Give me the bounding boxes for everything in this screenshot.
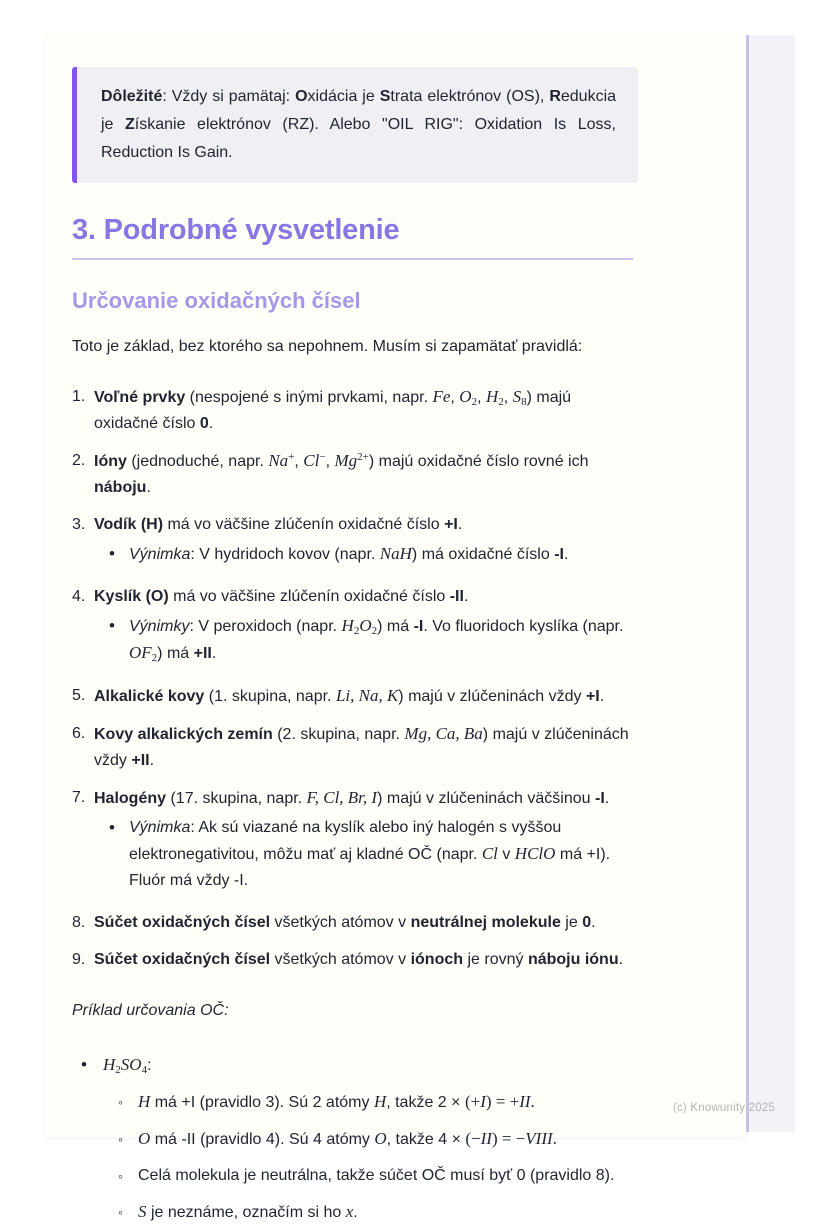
math-text: VIII: [525, 1129, 553, 1148]
section-heading: 3. Podrobné vysvetlenie: [72, 214, 400, 246]
text-segment: má vo väčšine zlúčenín oxidačné číslo: [168, 588, 450, 605]
text-segment: : Vždy si pamätaj:: [162, 88, 296, 105]
text-segment: (1. skupina, napr.: [204, 688, 336, 705]
rule-item-sub: [94, 815, 638, 894]
text-segment: .: [457, 516, 463, 533]
text-segment: : V peroxidoch (napr.: [189, 618, 342, 635]
text-segment: O: [295, 88, 308, 105]
math-text: $O_2$: [459, 387, 478, 408]
text-segment: ) má: [377, 618, 414, 635]
sub-list: [103, 1089, 638, 1226]
text-segment: všetkých atómov v: [270, 951, 411, 968]
list-item-text: [129, 541, 638, 568]
list-item-text: [94, 448, 638, 501]
rule-item: [72, 584, 638, 672]
list-marker: ◦: [118, 1094, 123, 1110]
text-segment: ) majú oxidačné číslo rovné ich: [368, 453, 589, 470]
math-text: HClO: [514, 844, 556, 863]
text-segment: Halogény: [94, 790, 167, 807]
text-segment: edukcia je: [101, 88, 617, 133]
math-text: O: [374, 1129, 387, 1148]
text-segment: xidácia je: [307, 88, 380, 105]
text-segment: Vodík (H): [94, 516, 164, 533]
math-text: .: [530, 1092, 535, 1111]
list-marker: •: [109, 818, 115, 837]
example-item-sub: [103, 1089, 638, 1116]
math-text: Na+: [268, 451, 295, 470]
math-text: $Mg^{2+}$: [334, 451, 369, 470]
list-item-text: [129, 613, 638, 667]
rules-ordered-list: [72, 384, 638, 973]
text-segment: .: [463, 588, 469, 605]
list-marker: ◦: [118, 1168, 123, 1184]
math-text: Li, Na, K: [335, 686, 399, 705]
rule-item: [72, 512, 638, 573]
text-segment: ,: [477, 389, 486, 406]
text-segment: Kyslík (O): [94, 588, 169, 605]
text-segment: -II: [449, 588, 464, 605]
text-segment: ,: [294, 453, 304, 470]
intro-paragraph: Toto je základ, bez ktorého sa nepohnem. Musím si zapamätať pravidlá:: [72, 338, 583, 355]
math-text: S: [138, 1202, 147, 1221]
text-segment: , takže 2 ×: [386, 1094, 465, 1111]
example-item-sub: [103, 1199, 638, 1226]
math-text: x: [345, 1202, 354, 1221]
text-segment: všetkých atómov v: [270, 914, 411, 931]
text-segment: : V hydridoch kovov (napr.: [190, 546, 380, 563]
math-text: $H_2$: [485, 387, 504, 408]
list-item-text: [94, 584, 638, 672]
list-marker: 4.: [72, 588, 86, 605]
list-marker: 2.: [72, 452, 86, 469]
text-segment: ,: [325, 453, 335, 470]
math-text: .: [552, 1129, 557, 1148]
math-text: II: [480, 1129, 492, 1148]
sub-list: [94, 613, 638, 667]
list-marker: •: [109, 616, 115, 635]
text-segment: náboju iónu: [527, 951, 619, 968]
list-item-text: [94, 910, 638, 936]
list-item-text: [138, 1126, 638, 1153]
rule-item: [72, 683, 638, 710]
example-intro-paragraph: Príklad určovania OČ:: [72, 1002, 229, 1019]
text-segment: S: [379, 88, 391, 105]
rule-item: [72, 785, 638, 899]
text-segment: ) majú v zlúčeninách vždy: [398, 688, 586, 705]
watermark-label: (c) Knowunity 2025: [672, 1102, 775, 1114]
example-item-sub: [103, 1126, 638, 1153]
text-segment: Alkalické kovy: [94, 688, 205, 705]
math-text: O: [138, 1129, 151, 1148]
text-segment: ) majú v zlúčeninách väčšinou: [377, 790, 595, 807]
next-page-edge: [746, 35, 795, 1132]
math-text: Cl: [481, 844, 498, 863]
text-segment: má +I (pravidlo 3). Sú 2 atómy: [150, 1094, 374, 1111]
text-segment: ,: [450, 389, 460, 406]
list-item-text: [94, 512, 638, 573]
rule-item: [72, 947, 638, 973]
text-segment: neutrálnej molekule: [410, 914, 561, 931]
sub-list: [94, 541, 638, 568]
text-segment: je neznáme, označím si ho: [146, 1204, 346, 1221]
example-item-sub: [103, 1163, 638, 1189]
text-segment: Kovy alkalických zemín: [94, 726, 273, 743]
text-segment: Výnimka: [129, 819, 191, 836]
list-item-text: [94, 683, 638, 710]
text-segment: Z: [125, 116, 135, 133]
text-segment: .: [591, 914, 596, 931]
list-item-text: [94, 947, 638, 973]
math-text: Mg, Ca, Ba: [404, 724, 483, 743]
math-text: (+: [464, 1092, 481, 1111]
text-segment: Výnimka: [129, 546, 191, 563]
example-item: [81, 1052, 638, 1231]
text-segment: -I: [413, 618, 424, 635]
list-marker: 6.: [72, 725, 86, 742]
text-segment: +II: [193, 645, 212, 662]
list-item-text: [138, 1199, 638, 1226]
text-segment: Súčet oxidačných čísel: [94, 914, 271, 931]
rule-item: [72, 910, 638, 936]
math-text: $S_8$: [512, 387, 527, 408]
math-text: $SO_4$: [120, 1055, 148, 1076]
text-segment: je: [560, 914, 583, 931]
text-segment: .: [208, 415, 214, 432]
math-text: Fe: [432, 387, 451, 406]
text-segment: .: [618, 951, 624, 968]
text-segment: Výnimky: [129, 618, 190, 635]
math-text: $H_2$: [103, 1055, 121, 1076]
list-marker: 1.: [72, 388, 86, 405]
text-segment: .: [146, 479, 151, 496]
text-segment: 0: [582, 914, 592, 931]
text-segment: trata elektrónov (OS),: [390, 88, 550, 105]
page-content: [45, 35, 638, 1231]
text-segment: ) majú v zlúčeninách vždy: [94, 726, 629, 769]
text-segment: Súčet oxidačných čísel: [94, 951, 271, 968]
rule-item: [72, 448, 638, 501]
math-text: ) = +: [485, 1092, 520, 1111]
text-segment: v: [497, 846, 515, 863]
text-segment: . Vo fluoridoch kyslíka (napr.: [423, 618, 624, 635]
list-marker: ◦: [118, 1204, 123, 1220]
text-segment: .: [604, 790, 610, 807]
text-segment: .: [149, 752, 155, 769]
text-segment: Voľné prvky: [94, 389, 186, 406]
text-segment: ) má: [157, 645, 194, 662]
subsection-heading: Určovanie oxidačných čísel: [72, 288, 361, 313]
text-segment: :: [147, 1057, 152, 1074]
text-segment: (2. skupina, napr.: [272, 726, 405, 743]
text-segment: -I: [594, 790, 605, 807]
math-text: $O_2$: [359, 616, 378, 637]
text-segment: Celá molekula je neutrálna, takže súčet OČ musí byť 0 (pravidlo 8).: [138, 1167, 615, 1184]
text-segment: : Ak sú viazané na kyslík alebo iný halogén s vyššou elektronegativitou, môžu mať aj kladné OČ (napr.: [129, 819, 562, 863]
list-item-text: [103, 1052, 638, 1231]
text-segment: (17. skupina, napr.: [166, 790, 307, 807]
text-segment: R: [549, 88, 561, 105]
text-segment: náboju: [94, 479, 147, 496]
text-segment: má vo väčšine zlúčenín oxidačné číslo: [163, 516, 445, 533]
text-segment: ) majú oxidačné číslo: [94, 389, 572, 432]
list-item-text: [94, 721, 638, 774]
math-text: NaH: [379, 544, 412, 563]
text-segment: iónoch: [410, 951, 464, 968]
text-segment: je rovný: [463, 951, 528, 968]
example-bullet-list: [81, 1052, 638, 1231]
list-marker: ◦: [118, 1131, 123, 1147]
text-segment: Ióny: [94, 453, 127, 470]
list-marker: •: [81, 1055, 87, 1074]
text-segment: +II: [131, 752, 150, 769]
list-item-text: [94, 384, 638, 437]
document-page: [45, 35, 746, 1221]
math-text: F, Cl, Br, I: [306, 788, 378, 807]
list-marker: 9.: [72, 951, 86, 968]
text-segment: .: [599, 688, 605, 705]
math-text: ) = −: [491, 1129, 526, 1148]
list-item-text: [138, 1163, 638, 1189]
list-item-text: [94, 785, 638, 899]
text-segment: ,: [503, 389, 513, 406]
text-segment: .: [563, 546, 569, 563]
text-segment: ) má oxidačné číslo: [411, 546, 555, 563]
list-marker: 3.: [72, 516, 86, 533]
rule-item: [72, 384, 638, 437]
math-text: II: [519, 1092, 531, 1111]
math-text: H: [138, 1092, 151, 1111]
list-marker: 8.: [72, 914, 86, 931]
text-segment: (jednoduché, napr.: [126, 453, 269, 470]
list-marker: 5.: [72, 687, 86, 704]
math-text: $H_2$: [341, 616, 360, 637]
text-segment: +I: [585, 688, 600, 705]
text-segment: (nespojené s inými prvkami, napr.: [185, 389, 433, 406]
text-segment: má -II (pravidlo 4). Sú 4 atómy: [150, 1131, 375, 1148]
rule-item: [72, 721, 638, 774]
text-segment: ískanie elektrónov (RZ). Alebo "OIL RIG": Oxidation Is Loss, Reduction Is Gain.: [101, 116, 616, 161]
list-item-text: [129, 815, 638, 894]
text-segment: .: [353, 1204, 358, 1221]
text-segment: +I: [444, 516, 458, 533]
math-text: I: [480, 1092, 486, 1111]
text-segment: -I: [554, 546, 564, 563]
rule-item-sub: [94, 541, 638, 568]
math-text: H: [373, 1092, 387, 1111]
list-marker: 7.: [72, 789, 86, 806]
list-item-text: [138, 1089, 638, 1116]
text-segment: 0: [199, 415, 209, 432]
heading-divider: [72, 258, 633, 260]
math-text: Cl−: [303, 451, 326, 470]
text-segment: , takže 4 ×: [386, 1131, 466, 1148]
text-segment: .: [211, 645, 217, 662]
math-text: (−: [465, 1129, 481, 1148]
sub-list: [94, 815, 638, 894]
text-segment: má +I). Fluór má vždy -I.: [129, 846, 611, 889]
callout-important: [72, 67, 638, 183]
math-text: $OF_2$: [129, 643, 158, 664]
list-marker: •: [109, 544, 115, 563]
text-segment: Dôležité: [101, 88, 163, 105]
rule-item-sub: [94, 613, 638, 667]
